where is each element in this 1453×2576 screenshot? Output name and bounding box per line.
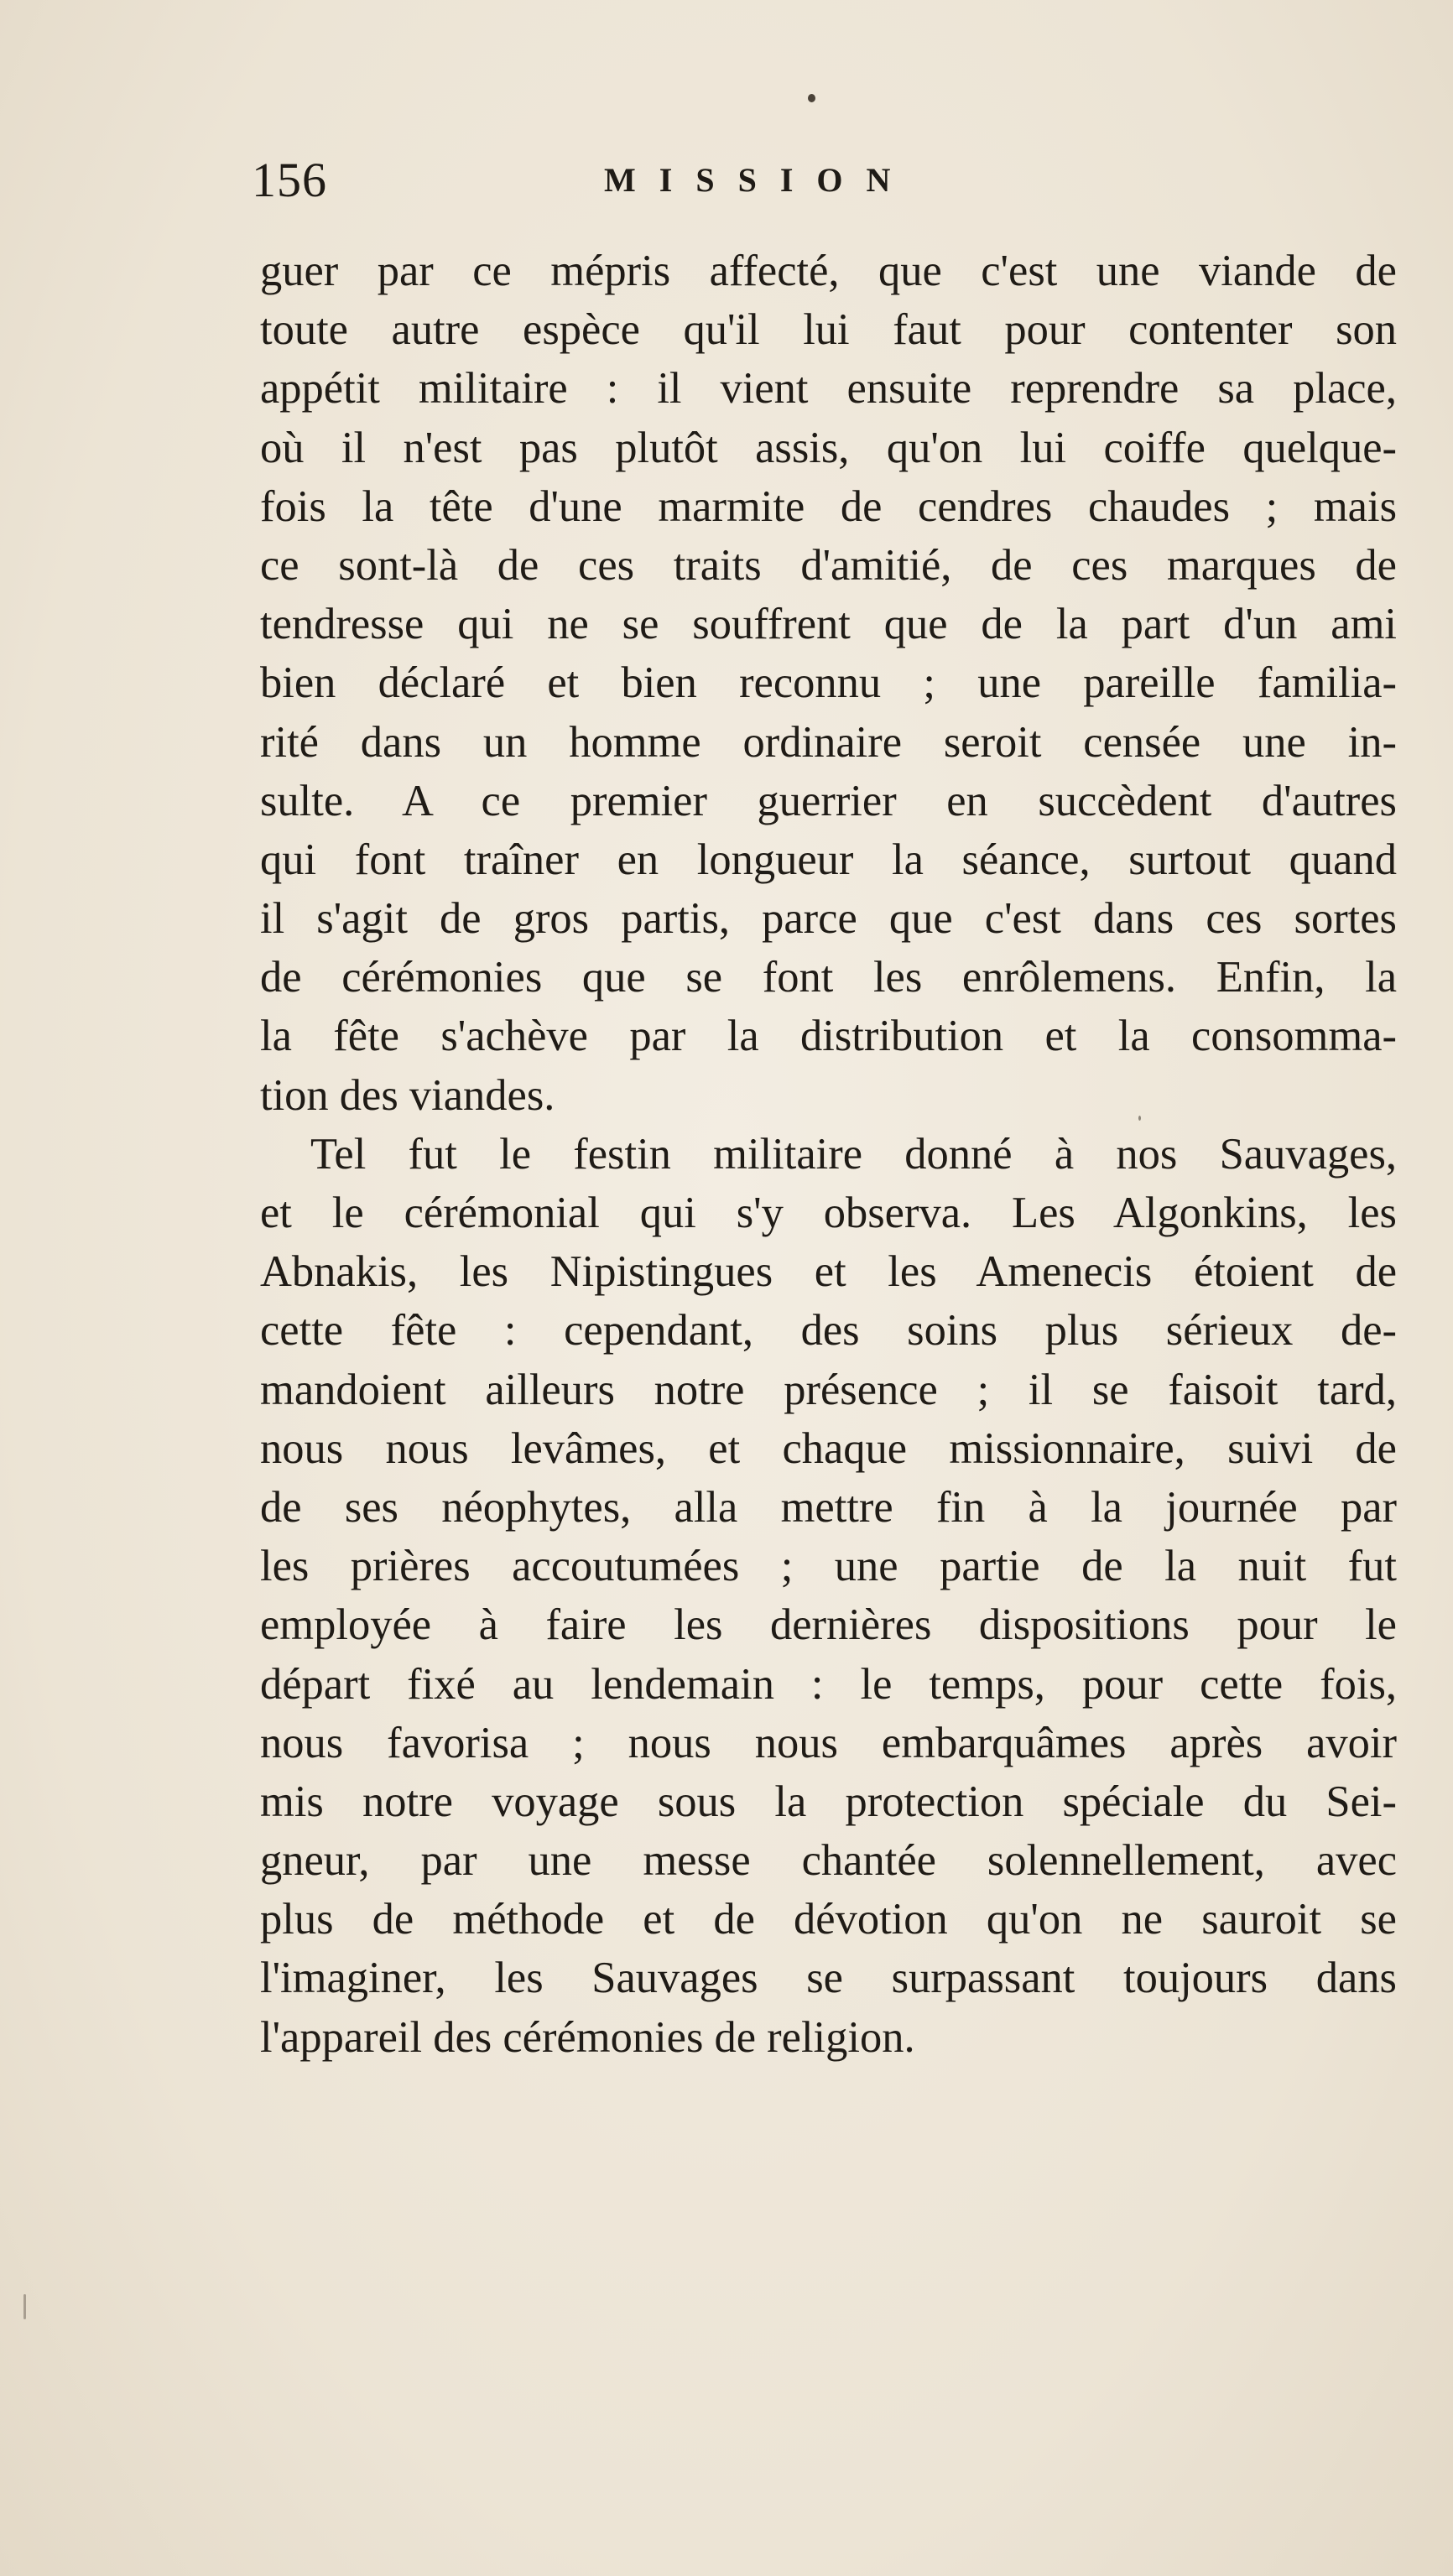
running-head: MISSION [604,161,914,199]
text-line: l'imaginer, les Sauvages se surpassant toujours dans [260,1954,1397,2003]
ink-speck [23,2294,26,2319]
text-line: rité dans un homme ordinaire seroit censée une in- [260,717,1397,767]
text-line: l'appareil des cérémonies de religion. [260,2012,915,2062]
page-header [252,147,1376,214]
text-line: guer par ce mépris affecté, que c'est une viande de [260,247,1397,295]
text-line: employée à faire les dernières dispositions pour le [260,1600,1397,1650]
body-text [260,242,1397,2067]
ink-speck [808,94,815,102]
text-line: mandoient ailleurs notre présence ; il se faisoit tard, [260,1365,1397,1414]
text-line: mis notre voyage sous la protection spéciale du Sei- [260,1777,1397,1826]
text-line: Tel fut le festin militaire donné à nos Sauvages, [310,1129,1397,1179]
text-line: il s'agit de gros partis, parce que c'est dans ces sortes [260,894,1397,944]
text-line: bien déclaré et bien reconnu ; une pareille familia- [260,658,1397,708]
page-number: 156 [252,153,327,207]
text-line: ce sont-là de ces traits d'amitié, de ces marques de [260,540,1397,590]
text-line: où il n'est pas plutôt assis, qu'on lui coiffe quelque- [260,423,1397,472]
text-line: de ses néophytes, alla mettre fin à la journée par [260,1482,1397,1532]
text-line: nous nous levâmes, et chaque missionnaire, suivi de [260,1423,1397,1473]
text-line: tendresse qui ne se souffrent que de la part d'un ami [260,600,1397,649]
text-line: fois la tête d'une marmite de cendres chaudes ; mais [260,481,1397,531]
text-line: sulte. A ce premier guerrier en succèdent d'autres [260,776,1397,825]
text-line: toute autre espèce qu'il lui faut pour contenter son [260,305,1397,355]
text-line: tion des viandes. [260,1070,555,1120]
text-line: nous favorisa ; nous nous embarquâmes après avoir [260,1718,1397,1767]
text-line: gneur, par une messe chantée solennellement, avec [260,1836,1397,1886]
text-line: appétit militaire : il vient ensuite reprendre sa place, [260,364,1397,414]
text-line: les prières accoutumées ; une partie de la nuit fut [260,1542,1397,1591]
text-line: la fête s'achève par la distribution et la consomma- [260,1012,1397,1061]
text-line: qui font traîner en longueur la séance, surtout quand [260,835,1397,884]
text-line: cette fête : cependant, des soins plus sérieux de- [260,1306,1397,1356]
text-line: plus de méthode et de dévotion qu'on ne sauroit se [260,1895,1397,1944]
text-line: de cérémonies que se font les enrôlemens. Enfin, la [260,953,1397,1002]
text-line: Abnakis, les Nipistingues et les Amenecis étoient de [260,1247,1397,1297]
text-line: et le cérémonial qui s'y observa. Les Algonkins, les [260,1189,1397,1237]
text-line: départ fixé au lendemain : le temps, pour cette fois, [260,1659,1397,1709]
